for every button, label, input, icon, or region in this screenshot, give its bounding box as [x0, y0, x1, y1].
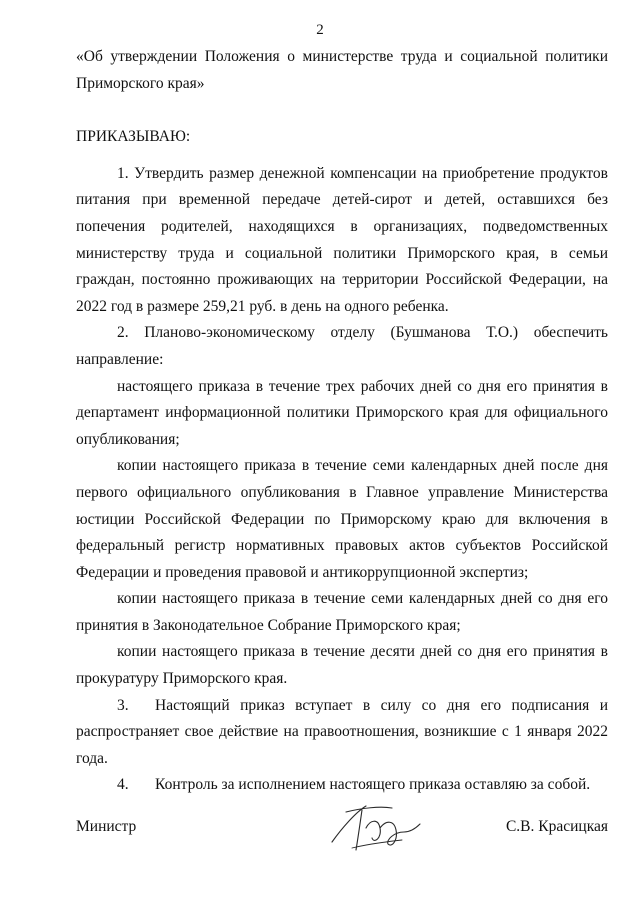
page-number: 2 [316, 22, 324, 38]
item-1-paragraph: 1. Утвердить размер денежной компенсации на приобретение продуктов питания при временной передаче детей-сирот и детей, оставшихся без попечения родителей, находящихся в организациях, подведомственных министерству труда и социальной политики Приморского края, в семьи граждан, постоянно проживающих на территории Российской Федерации, на 2022 год в размере 259,21 руб. в день на одного ребенка. [76, 164, 608, 315]
document-title: «Об утверждении Положения о министерстве труда и социальной политики Приморского края» [76, 48, 608, 92]
signer-name: С.В. Красицкая [505, 818, 608, 835]
signature-block [76, 812, 608, 856]
item-2-intro: 2. Планово-экономическому отделу (Бушманова Т.О.) обеспечить направление: [76, 324, 608, 368]
item-2-sub-2: копии настоящего приказа в течение семи календарных дней после дня первого официального опубликования в Главное управление Министерства юстиции Российской Федерации по Приморскому краю для включения в федеральный регистр нормативных правовых актов субъектов Российской Федерации и проведения правовой и антикоррупционной экспертиз; [76, 457, 608, 581]
handwritten-signature [322, 798, 430, 858]
item-2-sub-4: копии настоящего приказа в течение десяти дней со дня его принятия в прокуратуру Приморского края. [76, 643, 608, 688]
item-4-paragraph [76, 772, 608, 799]
item-2-sub-3: копии настоящего приказа в течение семи календарных дней со дня его принятия в Законодательное Собрание Приморского края; [76, 590, 608, 634]
item-4-text: Контроль за исполнением настоящего приказа оставляю за собой. [155, 776, 591, 794]
order-heading: ПРИКАЗЫВАЮ: [76, 128, 191, 146]
item-3-number: 3. [117, 696, 129, 714]
item-4-number: 4. [117, 776, 129, 794]
item-3-paragraph [76, 693, 608, 773]
item-3-text: Настоящий приказ вступает в силу со дня его подписания и распространяет свое действие на правоотношения, возникшие с 1 января 2022 года. [76, 696, 608, 767]
signer-title: Министр [76, 818, 137, 835]
document-body [76, 44, 608, 799]
item-2-sub-1: настоящего приказа в течение трех рабочих дней со дня его принятия в департамент информационной политики Приморского края для официального опубликования; [76, 377, 608, 448]
